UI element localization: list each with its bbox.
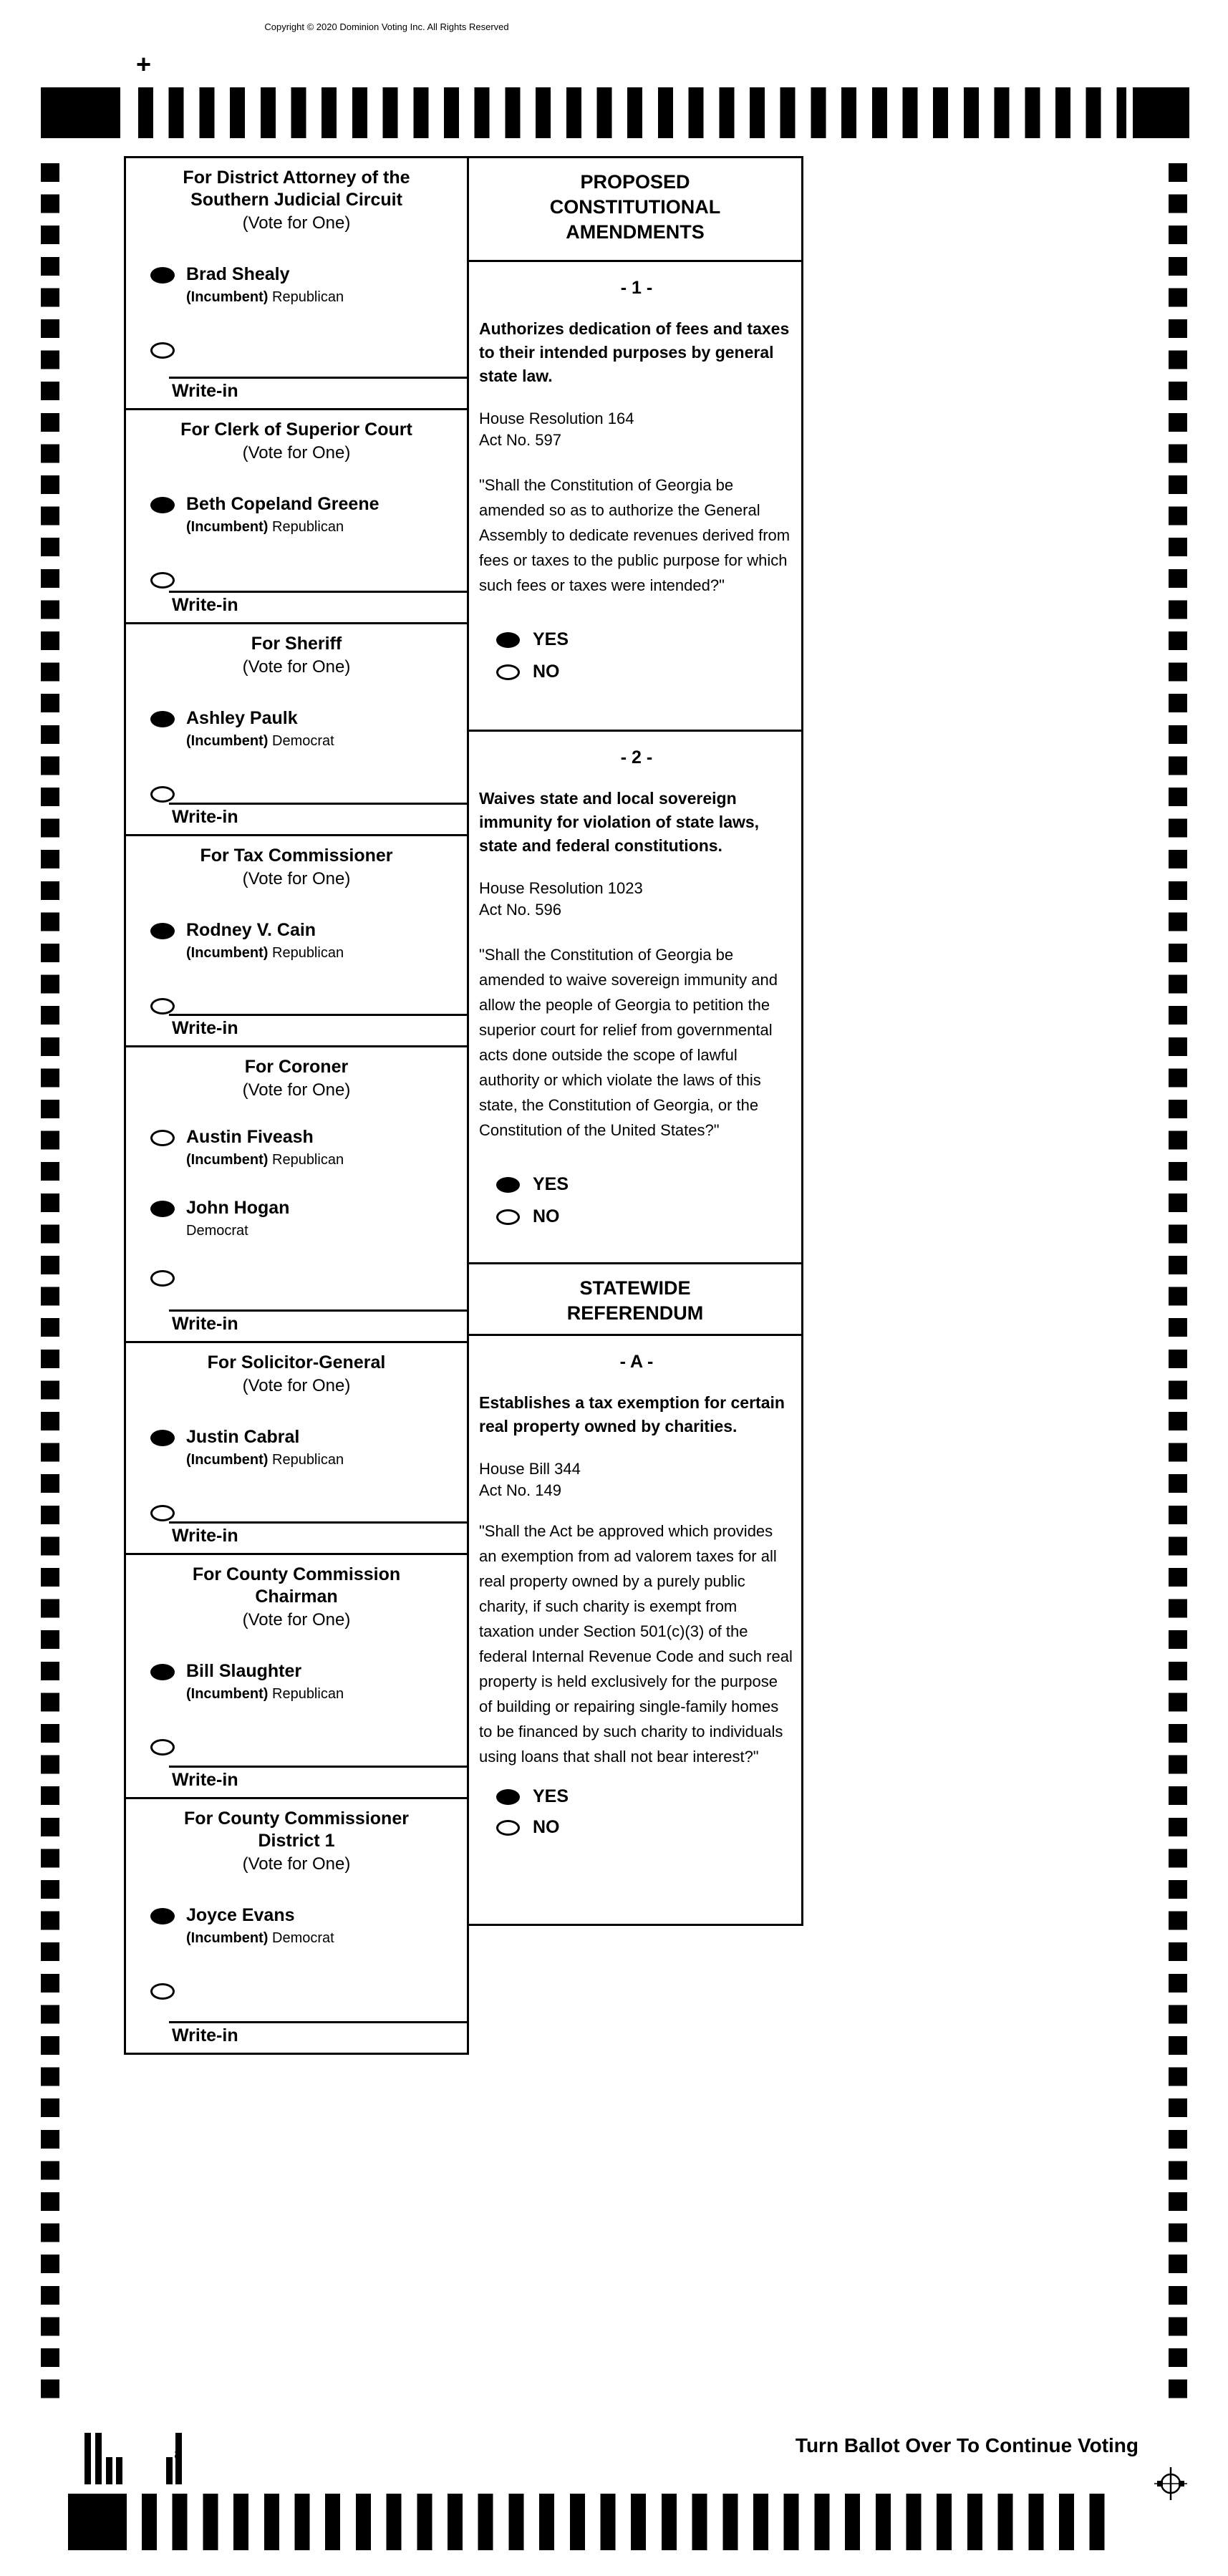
yes-option-row	[496, 1786, 794, 1807]
ballot-oval[interactable]	[150, 711, 175, 727]
timing-marks-left	[41, 163, 59, 2404]
write-in-label: Write-in	[172, 1526, 238, 1546]
registration-plus-mark: +	[136, 49, 152, 79]
contest-title: For County Commissioner District 1	[184, 1808, 409, 1851]
write-in-area[interactable]	[169, 591, 467, 622]
statewide-referendum-header: STATEWIDE REFERENDUM	[467, 1264, 803, 1336]
candidate-party: (Incumbent) Republican	[186, 1452, 344, 1468]
referendum-a	[467, 1336, 803, 1926]
barcode-bar	[95, 2433, 102, 2484]
contest-district-attorney	[124, 156, 469, 410]
contests-column	[124, 156, 469, 2055]
contest-county-commissioner-district-1	[124, 1799, 469, 2055]
candidate-row	[150, 1661, 467, 1703]
ballot-oval[interactable]	[150, 786, 175, 803]
write-in-area[interactable]	[169, 1521, 467, 1553]
barcode-bar	[166, 2457, 173, 2484]
write-in-label: Write-in	[172, 1018, 238, 1038]
write-in-oval-row	[150, 1267, 467, 1287]
measure-number: - 1 -	[620, 278, 653, 298]
ballot-oval[interactable]	[150, 1664, 175, 1680]
write-in-oval-row	[150, 1980, 467, 2000]
candidate-name: Brad Shealy	[186, 264, 290, 284]
no-option-row	[496, 1817, 794, 1838]
barcode-bar	[84, 2433, 91, 2484]
contest-title: For Clerk of Superior Court	[180, 420, 412, 440]
ballot-oval[interactable]	[496, 632, 520, 648]
candidate-party: (Incumbent) Republican	[186, 289, 344, 305]
contest-county-commission-chairman	[124, 1555, 469, 1799]
measure-authority: House Bill 344 Act No. 149	[479, 1460, 581, 1499]
write-in-area[interactable]	[169, 803, 467, 834]
ballot-oval[interactable]	[150, 923, 175, 939]
candidate-row	[150, 494, 467, 536]
candidate-name: Rodney V. Cain	[186, 920, 316, 940]
timing-marks-bottom	[142, 2494, 1116, 2550]
candidate-name: Joyce Evans	[186, 1905, 295, 1925]
contest-title: For Tax Commissioner	[200, 846, 393, 866]
measure-summary: Authorizes dedication of fees and taxes to their intended purposes by general state law.	[479, 319, 790, 385]
ballot-oval[interactable]	[150, 267, 175, 284]
timing-marks-right	[1169, 163, 1187, 2404]
candidate-row	[150, 264, 467, 306]
write-in-label: Write-in	[172, 807, 238, 827]
registration-crosshair-icon	[1154, 2467, 1187, 2500]
write-in-label: Write-in	[172, 2025, 238, 2045]
amendment-1	[467, 262, 803, 732]
timing-mark-top-right-block	[1133, 87, 1189, 138]
candidate-row	[150, 920, 467, 962]
write-in-oval-row	[150, 569, 467, 589]
contest-title: For District Attorney of the Southern Judicial Circuit	[183, 168, 410, 210]
candidate-name: John Hogan	[186, 1198, 290, 1218]
ballot-oval[interactable]	[150, 998, 175, 1015]
candidate-row	[150, 1127, 467, 1169]
ballot-oval[interactable]	[150, 1201, 175, 1217]
ballot-oval[interactable]	[150, 1430, 175, 1446]
write-in-label: Write-in	[172, 1770, 238, 1790]
candidate-row	[150, 708, 467, 750]
yes-label: YES	[533, 1174, 569, 1194]
ballot-oval[interactable]	[150, 1739, 175, 1756]
yes-label: YES	[533, 629, 569, 649]
measure-question: "Shall the Constitution of Georgia be amended to waive sovereign immunity and allow the people of Georgia to petition the superior court for relief from governmental acts done outside the scope of lawful authority or which violate the laws of this state, the Constitution of Georgia, or the Constitution of the United States?"	[479, 946, 778, 1139]
vote-for-one-instruction: (Vote for One)	[242, 657, 351, 677]
candidate-party: (Incumbent) Republican	[186, 1152, 344, 1168]
turn-ballot-over-text: Turn Ballot Over To Continue Voting	[795, 2434, 1138, 2456]
write-in-area[interactable]	[169, 2021, 467, 2053]
ballot-oval[interactable]	[496, 1177, 520, 1193]
candidate-party: (Incumbent) Democrat	[186, 733, 334, 749]
candidate-name: Austin Fiveash	[186, 1127, 314, 1147]
candidate-name: Justin Cabral	[186, 1427, 300, 1447]
contest-title: For Solicitor-General	[207, 1352, 386, 1372]
candidate-row	[150, 1905, 467, 1947]
candidate-name: Beth Copeland Greene	[186, 494, 379, 514]
yes-option-row	[496, 629, 794, 650]
contest-title: For Coroner	[244, 1057, 349, 1077]
yes-label: YES	[533, 1786, 569, 1806]
barcode-bar	[106, 2457, 112, 2484]
no-label: NO	[533, 1817, 560, 1837]
write-in-area[interactable]	[169, 377, 467, 408]
candidate-name: Bill Slaughter	[186, 1661, 302, 1681]
contest-sheriff	[124, 624, 469, 836]
amendment-2	[467, 732, 803, 1264]
vote-for-one-instruction: (Vote for One)	[242, 213, 351, 233]
vote-for-one-instruction: (Vote for One)	[242, 1610, 351, 1630]
write-in-oval-row	[150, 1736, 467, 1756]
measures-column	[467, 156, 803, 1926]
timing-mark-top-left-block	[41, 87, 120, 138]
ballot-oval[interactable]	[496, 1820, 520, 1836]
timing-mark-bottom-left-block	[68, 2494, 127, 2550]
barcode-bar	[116, 2457, 122, 2484]
write-in-area[interactable]	[169, 1014, 467, 1045]
write-in-oval-row	[150, 995, 467, 1015]
contest-title: For County Commission Chairman	[192, 1564, 401, 1607]
ballot-oval[interactable]	[150, 342, 175, 359]
candidate-row	[150, 1198, 467, 1240]
ballot-oval[interactable]	[150, 572, 175, 589]
ballot-oval[interactable]	[150, 1983, 175, 2000]
proposed-amendments-header: PROPOSED CONSTITUTIONAL AMENDMENTS	[467, 156, 803, 262]
candidate-row	[150, 1427, 467, 1469]
no-label: NO	[533, 662, 560, 682]
ballot-oval[interactable]	[150, 1130, 175, 1146]
vote-for-one-instruction: (Vote for One)	[242, 1854, 351, 1874]
no-label: NO	[533, 1206, 560, 1226]
vote-for-one-instruction: (Vote for One)	[242, 443, 351, 463]
write-in-area[interactable]	[169, 1309, 467, 1341]
ballot-oval[interactable]	[150, 1270, 175, 1287]
no-option-row	[496, 662, 794, 682]
measure-authority: House Resolution 164 Act No. 597	[479, 410, 634, 449]
contest-clerk-superior-court	[124, 410, 469, 624]
barcode-label: 43	[173, 2449, 183, 2459]
measure-question: "Shall the Act be approved which provides an exemption from ad valorem taxes for all real property owned by a purely public charity, if such charity is exempt from taxation under Section 501(c)(3) of the federal Internal Revenue Code and such real property is held exclusively for the purpose of building or repairing single-family homes to be financed by such charity to individuals using loans that shall not bear interest?"	[479, 1522, 793, 1766]
ballot-oval[interactable]	[150, 497, 175, 513]
measure-number: - A -	[619, 1352, 654, 1372]
measure-number: - 2 -	[620, 747, 653, 768]
write-in-label: Write-in	[172, 595, 238, 615]
no-option-row	[496, 1206, 794, 1227]
ballot-oval[interactable]	[150, 1505, 175, 1521]
vote-for-one-instruction: (Vote for One)	[242, 1080, 351, 1100]
contest-coroner	[124, 1047, 469, 1343]
measure-summary: Establishes a tax exemption for certain real property owned by charities.	[479, 1393, 785, 1435]
candidate-party: Democrat	[186, 1223, 248, 1239]
measure-question: "Shall the Constitution of Georgia be amended so as to authorize the General Assembly to dedicate revenues derived from fees or taxes to the public purpose for which such fees or taxes were intended?"	[479, 476, 791, 594]
candidate-party: (Incumbent) Republican	[186, 1686, 344, 1702]
vote-for-one-instruction: (Vote for One)	[242, 869, 351, 888]
ballot-oval[interactable]	[496, 1789, 520, 1805]
vote-for-one-instruction: (Vote for One)	[242, 1376, 351, 1395]
write-in-oval-row	[150, 783, 467, 803]
copyright-text: Copyright © 2020 Dominion Voting Inc. All Rights Reserved	[264, 21, 509, 32]
candidate-party: (Incumbent) Republican	[186, 519, 344, 535]
measure-summary: Waives state and local sovereign immunity for violation of state laws, state and federal constitutions.	[479, 789, 760, 855]
contest-tax-commissioner	[124, 836, 469, 1047]
candidate-name: Ashley Paulk	[186, 708, 298, 728]
write-in-label: Write-in	[172, 1314, 238, 1334]
write-in-area[interactable]	[169, 1766, 467, 1797]
write-in-label: Write-in	[172, 381, 238, 401]
ballot-oval[interactable]	[150, 1908, 175, 1924]
contest-title: For Sheriff	[251, 634, 342, 654]
measure-authority: House Resolution 1023 Act No. 596	[479, 879, 643, 919]
yes-option-row	[496, 1174, 794, 1195]
ballot-oval[interactable]	[496, 1209, 520, 1225]
ballot-oval[interactable]	[496, 664, 520, 680]
write-in-oval-row	[150, 1502, 467, 1521]
write-in-oval-row	[150, 339, 467, 359]
candidate-party: (Incumbent) Republican	[186, 945, 344, 961]
candidate-party: (Incumbent) Democrat	[186, 1930, 334, 1946]
contest-solicitor-general	[124, 1343, 469, 1555]
timing-marks-top	[138, 87, 1126, 138]
barcode	[84, 2433, 206, 2484]
